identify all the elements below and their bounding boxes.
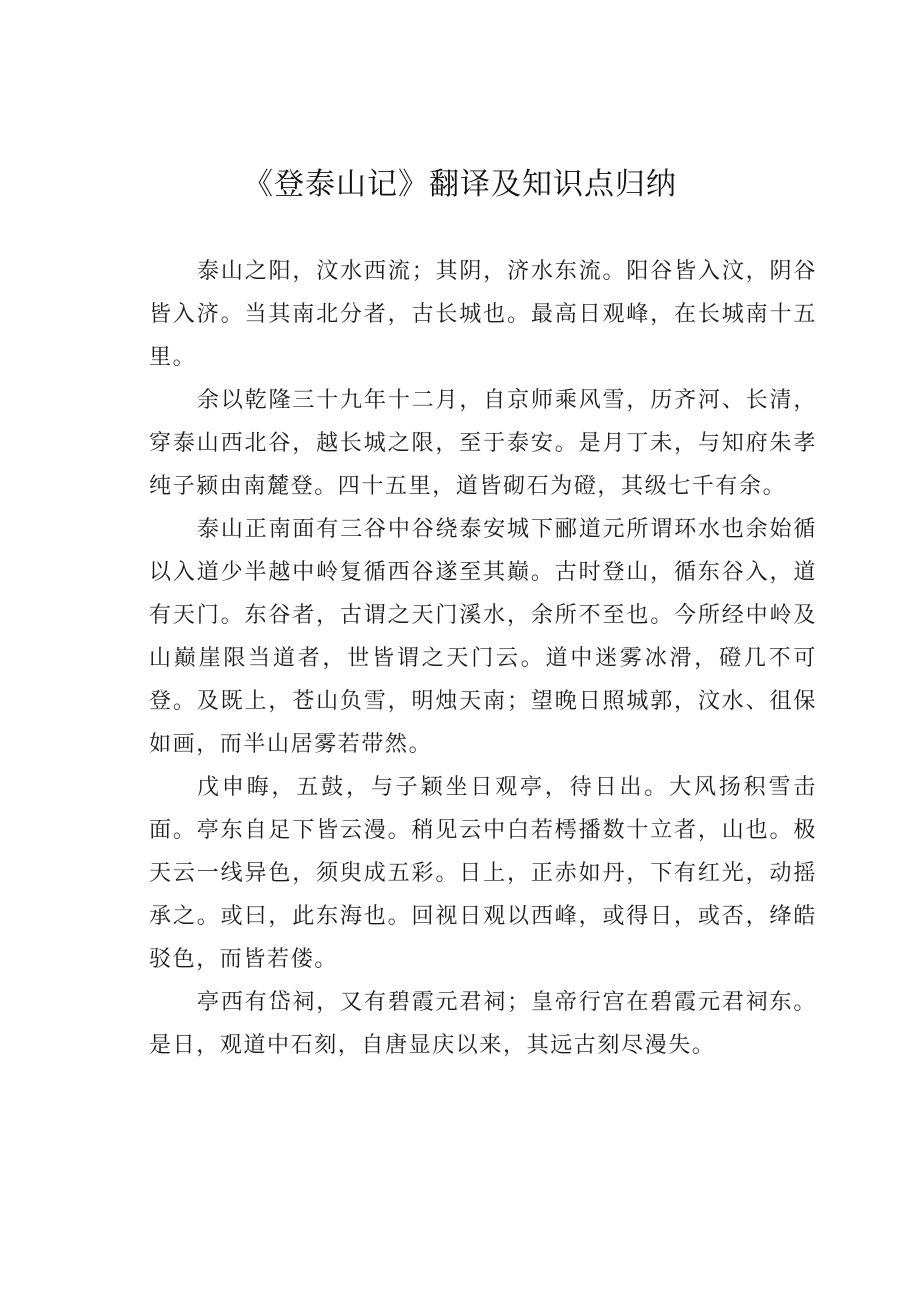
paragraph-5: 亭西有岱祠，又有碧霞元君祠；皇帝行宫在碧霞元君祠东。是日，观道中石刻，自唐显庆以来，其远古刻尽漫失。 — [149, 990, 817, 1058]
paragraph-3: 泰山正南面有三谷中谷绕泰安城下郦道元所谓环水也余始循以入道少半越中岭复循西谷遂至其巅。古时登山，循东谷入，道有天门。东谷者，古谓之天门溪水，余所不至也。今所经中岭及山巅崖限当道者，世皆谓之天门云。道中迷雾冰滑，磴几不可登。及既上，苍山负雪，明烛天南；望晚日照城郭，汶水、徂保如画，而半山居雾若带然。 — [149, 517, 817, 757]
document-title: 《登泰山记》翻译及知识点归纳 — [243, 167, 677, 202]
paragraph-4: 戊申晦，五鼓，与子颖坐日观亭，待日出。大风扬积雪击面。亭东自足下皆云漫。稍见云中白若樗播数十立者，山也。极天云一线异色，须臾成五彩。日上，正赤如丹，下有红光，动摇承之。或曰，此东海也。回视日观以西峰，或得日，或否，绛皓驳色，而皆若偻。 — [149, 775, 817, 972]
paragraph-2: 余以乾隆三十九年十二月，自京师乘风雪，历齐河、长清，穿泰山西北谷，越长城之限，至于泰安。是月丁未，与知府朱孝纯子颍由南麓登。四十五里，道皆砌石为磴，其级七千有余。 — [149, 388, 817, 499]
paragraph-1: 泰山之阳，汶水西流；其阴，济水东流。阳谷皆入汶，阴谷皆入济。当其南北分者，古长城也。最高日观峰，在长城南十五里。 — [149, 259, 817, 370]
document-body — [149, 250, 817, 1067]
